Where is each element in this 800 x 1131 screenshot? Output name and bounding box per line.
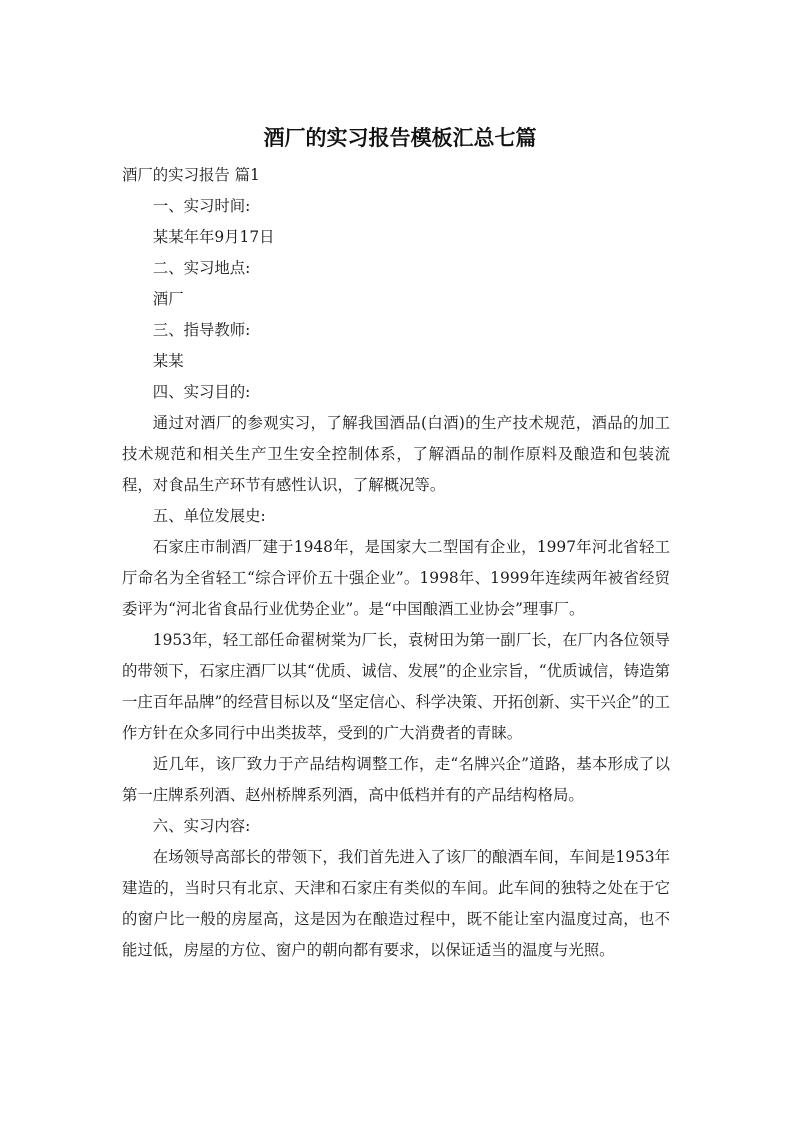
heading-history: 五、单位发展史:	[152, 507, 266, 525]
history-paragraph-2: 1953年，轻工部任命翟树棠为厂长，袁树田为第一副厂长，在厂内各位领导的带领下，石家庄酒厂以其“优质、诚信、发展”的企业宗旨，“优质诚信，铸造第一庄百年品牌”的经营目标以及“坚定信心、科学决策、开拓创新、实干兴企”的工作方针在众多同行中出类拔萃，受到的广大消费者的青睐。	[122, 631, 670, 742]
document-title: 酒厂的实习报告模板汇总七篇	[263, 126, 537, 150]
document-body	[122, 160, 670, 966]
internship-location-value: 酒厂	[152, 290, 184, 308]
heading-purpose: 四、实习目的:	[152, 383, 251, 401]
heading-content: 六、实习内容:	[152, 817, 251, 835]
purpose-paragraph: 通过对酒厂的参观实习，了解我国酒品(白酒)的生产技术规范，酒品的加工技术规范和相关生产卫生安全控制体系，了解酒品的制作原料及酿造和包装流程，对食品生产环节有感性认识，了解概况等。	[122, 414, 670, 494]
heading-internship-time: 一、实习时间:	[152, 197, 251, 215]
content-paragraph-1: 在场领导高部长的带领下，我们首先进入了该厂的酿酒车间，车间是1953年建造的，当时只有北京、天津和石家庄有类似的车间。此车间的独特之处在于它的窗户比一般的房屋高，这是因为在酿造过程中，既不能让室内温度过高，也不能过低，房屋的方位、窗户的朝向都有要求，以保证适当的温度与光照。	[122, 848, 670, 959]
internship-time-value: 某某年年9月17日	[152, 228, 275, 246]
heading-instructor: 三、指导教师:	[152, 321, 251, 339]
history-paragraph-3: 近几年，该厂致力于产品结构调整工作，走“名牌兴企”道路，基本形成了以第一庄牌系列酒、赵州桥牌系列酒，高中低档并有的产品结构格局。	[122, 755, 670, 804]
section-subtitle: 酒厂的实习报告 篇1	[122, 166, 260, 184]
instructor-value: 某某	[152, 352, 184, 370]
history-paragraph-1: 石家庄市制酒厂建于1948年，是国家大二型国有企业，1997年河北省轻工厅命名为全省轻工“综合评价五十强企业”。1998年、1999年连续两年被省经贸委评为“河北省食品行业优势企业”。是“中国酿酒工业协会”理事厂。	[122, 538, 670, 618]
heading-internship-location: 二、实习地点:	[152, 259, 251, 277]
